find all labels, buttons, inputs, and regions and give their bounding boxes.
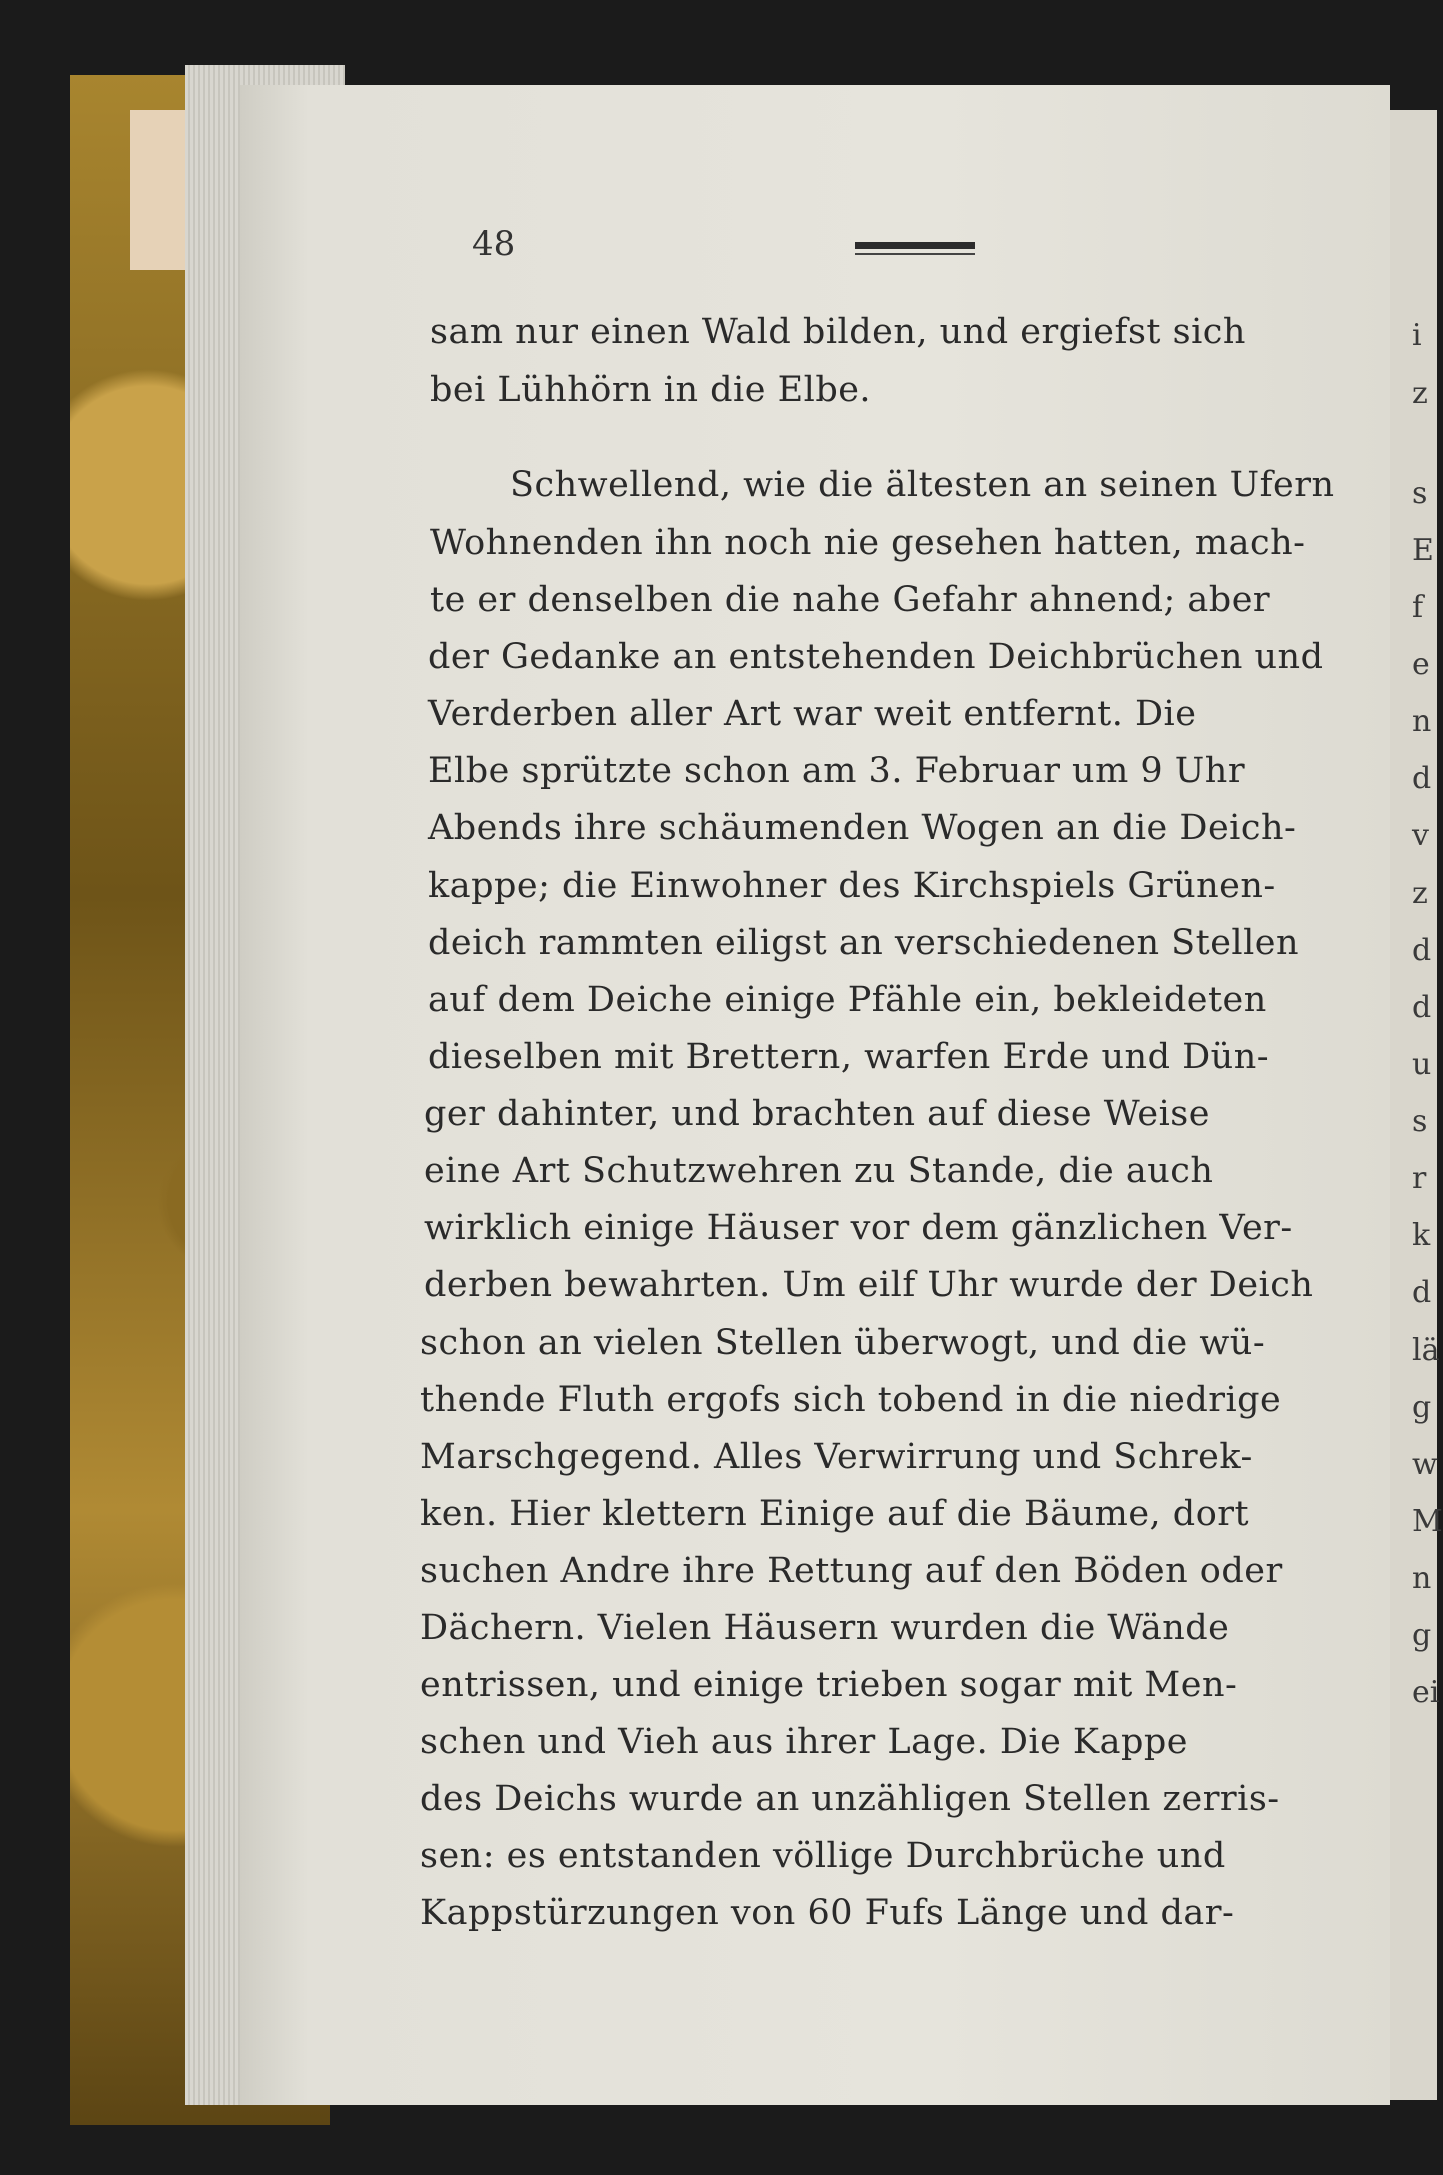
page-number: 48 [472, 224, 516, 264]
facing-page-letter: n [1412, 1561, 1432, 1596]
text-line: Elbe sprützte schon am 3. Februar um 9 Uhr [428, 751, 1246, 791]
text-line: schon an vielen Stellen überwogt, und die wü- [420, 1323, 1266, 1363]
text-line: auf dem Deiche einige Pfähle ein, bekleideten [428, 980, 1267, 1020]
facing-page-letter: M [1412, 1504, 1443, 1539]
text-line: schen und Vieh aus ihrer Lage. Die Kappe [420, 1722, 1188, 1762]
text-line: te er denselben die nahe Gefahr ahnend; aber [430, 580, 1271, 620]
text-line: deich rammten eiligst an verschiedenen Stellen [428, 923, 1300, 963]
text-line: dieselben mit Brettern, warfen Erde und Dün- [428, 1037, 1270, 1077]
text-line: derben bewahrten. Um eilf Uhr wurde der Deich [424, 1265, 1314, 1305]
text-line: kappe; die Einwohner des Kirchspiels Grünen- [428, 866, 1276, 906]
facing-page-letter: k [1412, 1218, 1431, 1253]
facing-page-letter: e [1412, 647, 1430, 682]
text-line: eine Art Schutzwehren zu Stande, die auch [424, 1151, 1214, 1191]
facing-page-letter: g [1412, 1618, 1432, 1653]
text-line: bei Lühhörn in die Elbe. [430, 370, 872, 410]
text-line: Marschgegend. Alles Verwirrung und Schrek- [420, 1437, 1253, 1477]
text-line: entrissen, und einige trieben sogar mit Men- [420, 1665, 1238, 1705]
text-line: sen: es entstanden völlige Durchbrüche und [420, 1836, 1226, 1876]
header-rule [855, 242, 975, 249]
facing-page-letter: r [1412, 1161, 1427, 1196]
text-line: Wohnenden ihn noch nie gesehen hatten, mach- [430, 523, 1306, 563]
text-line: suchen Andre ihre Rettung auf den Böden oder [420, 1551, 1283, 1591]
facing-page-letter: d [1412, 761, 1432, 796]
facing-page-letter: v [1412, 818, 1429, 853]
text-line: ger dahinter, und brachten auf diese Weise [424, 1094, 1210, 1134]
facing-page-letter: g [1412, 1390, 1432, 1425]
facing-page-letter: d [1412, 990, 1432, 1025]
text-line: ken. Hier klettern Einige auf die Bäume, dort [420, 1494, 1250, 1534]
text-line: Verderben aller Art war weit entfernt. Die [428, 694, 1197, 734]
facing-page-letter: f [1412, 590, 1424, 625]
facing-page-letter: s [1412, 1104, 1428, 1139]
text-line: Kappstürzungen von 60 Fufs Länge und dar- [420, 1893, 1235, 1933]
facing-page-letter: ei [1412, 1675, 1440, 1710]
facing-page-letter: s [1412, 476, 1428, 511]
facing-page-letter: z [1412, 376, 1428, 411]
text-line: Abends ihre schäumenden Wogen an die Deich- [428, 808, 1297, 848]
facing-page-letter: u [1412, 1047, 1432, 1082]
text-line: sam nur einen Wald bilden, und ergiefst sich [430, 312, 1246, 352]
facing-page-letter: d [1412, 933, 1432, 968]
facing-page-letter: d [1412, 1275, 1432, 1310]
facing-page-letter: E [1412, 533, 1434, 568]
text-line: Schwellend, wie die ältesten an seinen Ufern [510, 465, 1335, 505]
facing-page-letter: i [1412, 318, 1422, 353]
facing-page-letter: n [1412, 704, 1432, 739]
facing-page-letter: w [1412, 1447, 1438, 1482]
text-line: wirklich einige Häuser vor dem gänzlichen Ver- [424, 1208, 1293, 1248]
text-line: Dächern. Vielen Häusern wurden die Wände [420, 1608, 1230, 1648]
text-line: der Gedanke an entstehenden Deichbrüchen und [428, 637, 1324, 677]
text-line: des Deichs wurde an unzähligen Stellen zerris- [420, 1779, 1280, 1819]
header-rule-thin [855, 253, 975, 255]
text-line: thende Fluth ergofs sich tobend in die niedrige [420, 1380, 1282, 1420]
facing-page-letter: lä [1412, 1333, 1440, 1368]
facing-page-letter: z [1412, 876, 1428, 911]
